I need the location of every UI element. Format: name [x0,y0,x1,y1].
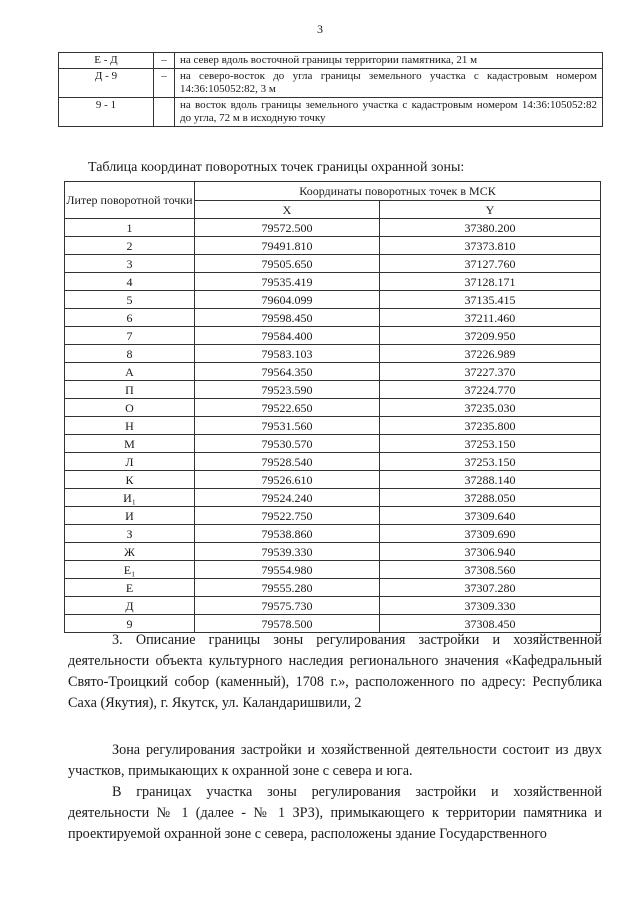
coord-x: 79523.590 [195,381,380,399]
coord-y: 37307.280 [380,579,601,597]
table-row [65,219,601,237]
coord-x: 79578.500 [195,615,380,633]
point-label: 9 [65,615,195,633]
direction-dash [154,98,175,127]
point-label: Е [65,579,195,597]
coord-y: 37309.690 [380,525,601,543]
point-label: О [65,399,195,417]
coord-y: 37380.200 [380,219,601,237]
header-liter: Литер поворотной точки [65,182,195,219]
direction-text: на северо-восток до угла границы земельного участка с кадастровым номером 14:36:105052:82, 3 м [175,69,603,98]
table-row [65,471,601,489]
table-row [65,291,601,309]
coord-x: 79554.980 [195,561,380,579]
coord-y: 37309.330 [380,597,601,615]
coord-y: 37224.770 [380,381,601,399]
coord-x: 79539.330 [195,543,380,561]
point-label: 8 [65,345,195,363]
page-number: 3 [317,22,323,36]
coord-x: 79522.650 [195,399,380,417]
table-row [65,345,601,363]
point-label: И [65,507,195,525]
point-label: 2 [65,237,195,255]
coord-y: 37235.030 [380,399,601,417]
direction-table [58,52,603,127]
coord-y: 37288.050 [380,489,601,507]
point-label: 4 [65,273,195,291]
coord-y: 37235.800 [380,417,601,435]
direction-dash: – [154,69,175,98]
coord-x: 79531.560 [195,417,380,435]
coord-x: 79598.450 [195,309,380,327]
point-label: З [65,525,195,543]
coord-x: 79522.750 [195,507,380,525]
coord-x: 79604.099 [195,291,380,309]
point-label: Д [65,597,195,615]
table-row [65,489,601,507]
direction-row [59,53,603,69]
coord-y: 37253.150 [380,435,601,453]
coord-x: 79505.650 [195,255,380,273]
direction-segment: Д - 9 [59,69,154,98]
coord-x: 79524.240 [195,489,380,507]
coord-y: 37308.560 [380,561,601,579]
table-row [65,417,601,435]
table-row [65,435,601,453]
coord-x: 79583.103 [195,345,380,363]
coord-x: 79491.810 [195,237,380,255]
coord-y: 37288.140 [380,471,601,489]
point-label: И₁ [65,489,195,507]
section-3-paragraph: 3. Описание границы зоны регулирования застройки и хозяйственной деятельности объекта культурного наследия регионального значения «Кафедральный Свято-Троицкий собор (каменный), 1708 г.», расположенного по адресу: Республика Саха (Якутия), г. Якутск, ул. Каландаришвили, 2 [68,632,602,711]
point-label: Н [65,417,195,435]
coord-x: 79538.860 [195,525,380,543]
point-label: А [65,363,195,381]
coord-y: 37209.950 [380,327,601,345]
point-label: К [65,471,195,489]
coord-x: 79535.419 [195,273,380,291]
point-label: 1 [65,219,195,237]
table-row [65,543,601,561]
coord-y: 37373.810 [380,237,601,255]
table-row [65,309,601,327]
table-row [65,237,601,255]
coord-x: 79528.540 [195,453,380,471]
coord-x: 79584.400 [195,327,380,345]
point-label: 3 [65,255,195,273]
point-label: 6 [65,309,195,327]
coord-x: 79564.350 [195,363,380,381]
point-label: 7 [65,327,195,345]
direction-text: на восток вдоль границы земельного участка с кадастровым номером 14:36:105052:82 до угла, 72 м в исходную точку [175,98,603,127]
direction-text: на север вдоль восточной границы территории памятника, 21 м [175,53,603,69]
coord-y: 37135.415 [380,291,601,309]
direction-segment: Е - Д [59,53,154,69]
direction-dash: – [154,53,175,69]
coord-y: 37306.940 [380,543,601,561]
coord-y: 37227.370 [380,363,601,381]
header-y: Y [380,201,601,219]
coord-y: 37226.989 [380,345,601,363]
coord-x: 79575.730 [195,597,380,615]
coord-x: 79526.610 [195,471,380,489]
coord-y: 37127.760 [380,255,601,273]
coord-table-caption: Таблица координат поворотных точек границы охранной зоны: [88,160,465,175]
table-row [65,327,601,345]
direction-row [59,69,603,98]
coordinate-table [64,181,601,633]
table-row [65,399,601,417]
zone-paragraph: Зона регулирования застройки и хозяйственной деятельности состоит из двух участков, примыкающих к охранной зоне с севера и юга. [68,742,602,779]
coord-y: 37211.460 [380,309,601,327]
table-row [65,255,601,273]
table-row [65,273,601,291]
header-coordinates: Координаты поворотных точек в МСК [195,182,601,201]
coord-x: 79572.500 [195,219,380,237]
coord-y: 37128.171 [380,273,601,291]
table-row [65,597,601,615]
point-label: П [65,381,195,399]
point-label: 5 [65,291,195,309]
table-row [65,363,601,381]
point-label: Ж [65,543,195,561]
table-row [65,381,601,399]
boundaries-paragraph: В границах участка зоны регулирования застройки и хозяйственной деятельности № 1 (далее - № 1 ЗРЗ), примыкающего к территории памятника и проектируемой охранной зоне с севера, расположены здание Государственного [68,784,602,842]
point-label: Л [65,453,195,471]
direction-row [59,98,603,127]
point-label: М [65,435,195,453]
table-row [65,579,601,597]
direction-segment: 9 - 1 [59,98,154,127]
coord-y: 37308.450 [380,615,601,633]
table-row [65,453,601,471]
table-row [65,561,601,579]
header-x: X [195,201,380,219]
table-row [65,507,601,525]
coord-x: 79555.280 [195,579,380,597]
coord-x: 79530.570 [195,435,380,453]
coord-y: 37253.150 [380,453,601,471]
table-row [65,525,601,543]
point-label: Е₁ [65,561,195,579]
coord-y: 37309.640 [380,507,601,525]
